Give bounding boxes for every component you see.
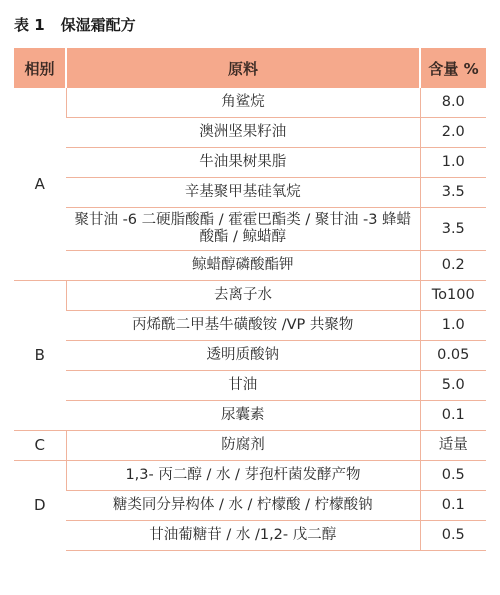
table-caption bbox=[14, 14, 136, 35]
header-material: 原料 bbox=[66, 48, 420, 88]
material-cell: 鲸蜡醇磷酸酯钾 bbox=[66, 251, 420, 281]
table-row bbox=[14, 431, 486, 461]
table-row bbox=[14, 281, 486, 311]
material-cell: 丙烯酰二甲基牛磺酸铵 /VP 共聚物 bbox=[66, 311, 420, 341]
table-row bbox=[14, 208, 486, 251]
material-cell: 尿囊素 bbox=[66, 401, 420, 431]
amount-cell: 0.05 bbox=[420, 341, 486, 371]
amount-cell: 0.5 bbox=[420, 521, 486, 551]
amount-cell: 3.5 bbox=[420, 208, 486, 251]
material-cell: 聚甘油 -6 二硬脂酸酯 / 霍霍巴酯类 / 聚甘油 -3 蜂蜡酸酯 / 鲸蜡醇 bbox=[66, 208, 420, 251]
group-label: B bbox=[14, 281, 66, 431]
amount-cell: 3.5 bbox=[420, 178, 486, 208]
table-row bbox=[14, 491, 486, 521]
amount-cell: 0.1 bbox=[420, 401, 486, 431]
amount-cell: 1.0 bbox=[420, 311, 486, 341]
header-row bbox=[14, 48, 486, 88]
amount-cell: 1.0 bbox=[420, 148, 486, 178]
table-title: 保湿霜配方 bbox=[60, 16, 136, 34]
group-label: D bbox=[14, 461, 66, 551]
table-row bbox=[14, 401, 486, 431]
table-row bbox=[14, 88, 486, 118]
amount-cell: To100 bbox=[420, 281, 486, 311]
group-label: C bbox=[14, 431, 66, 461]
table-row bbox=[14, 371, 486, 401]
amount-cell: 0.2 bbox=[420, 251, 486, 281]
header-group: 相别 bbox=[14, 48, 66, 88]
table-row bbox=[14, 118, 486, 148]
amount-cell: 0.5 bbox=[420, 461, 486, 491]
material-cell: 角鲨烷 bbox=[66, 88, 420, 118]
amount-cell: 2.0 bbox=[420, 118, 486, 148]
material-cell: 透明质酸钠 bbox=[66, 341, 420, 371]
material-cell: 甘油葡糖苷 / 水 /1,2- 戊二醇 bbox=[66, 521, 420, 551]
material-cell: 防腐剂 bbox=[66, 431, 420, 461]
material-cell: 澳洲坚果籽油 bbox=[66, 118, 420, 148]
amount-cell: 8.0 bbox=[420, 88, 486, 118]
table-row bbox=[14, 178, 486, 208]
amount-cell: 适量 bbox=[420, 431, 486, 461]
material-cell: 辛基聚甲基硅氧烷 bbox=[66, 178, 420, 208]
table-row bbox=[14, 148, 486, 178]
material-cell: 1,3- 丙二醇 / 水 / 芽孢杆菌发酵产物 bbox=[66, 461, 420, 491]
amount-cell: 0.1 bbox=[420, 491, 486, 521]
table-row bbox=[14, 251, 486, 281]
table-row bbox=[14, 461, 486, 491]
table-row bbox=[14, 521, 486, 551]
formula-table bbox=[14, 48, 486, 551]
material-cell: 甘油 bbox=[66, 371, 420, 401]
table-row bbox=[14, 341, 486, 371]
header-amount: 含量 % bbox=[420, 48, 486, 88]
table-row bbox=[14, 311, 486, 341]
group-label: A bbox=[34, 174, 45, 193]
material-cell: 糖类同分异构体 / 水 / 柠檬酸 / 柠檬酸钠 bbox=[66, 491, 420, 521]
material-cell: 去离子水 bbox=[66, 281, 420, 311]
material-cell: 牛油果树果脂 bbox=[66, 148, 420, 178]
table-number: 表 1 bbox=[14, 16, 45, 34]
amount-cell: 5.0 bbox=[420, 371, 486, 401]
